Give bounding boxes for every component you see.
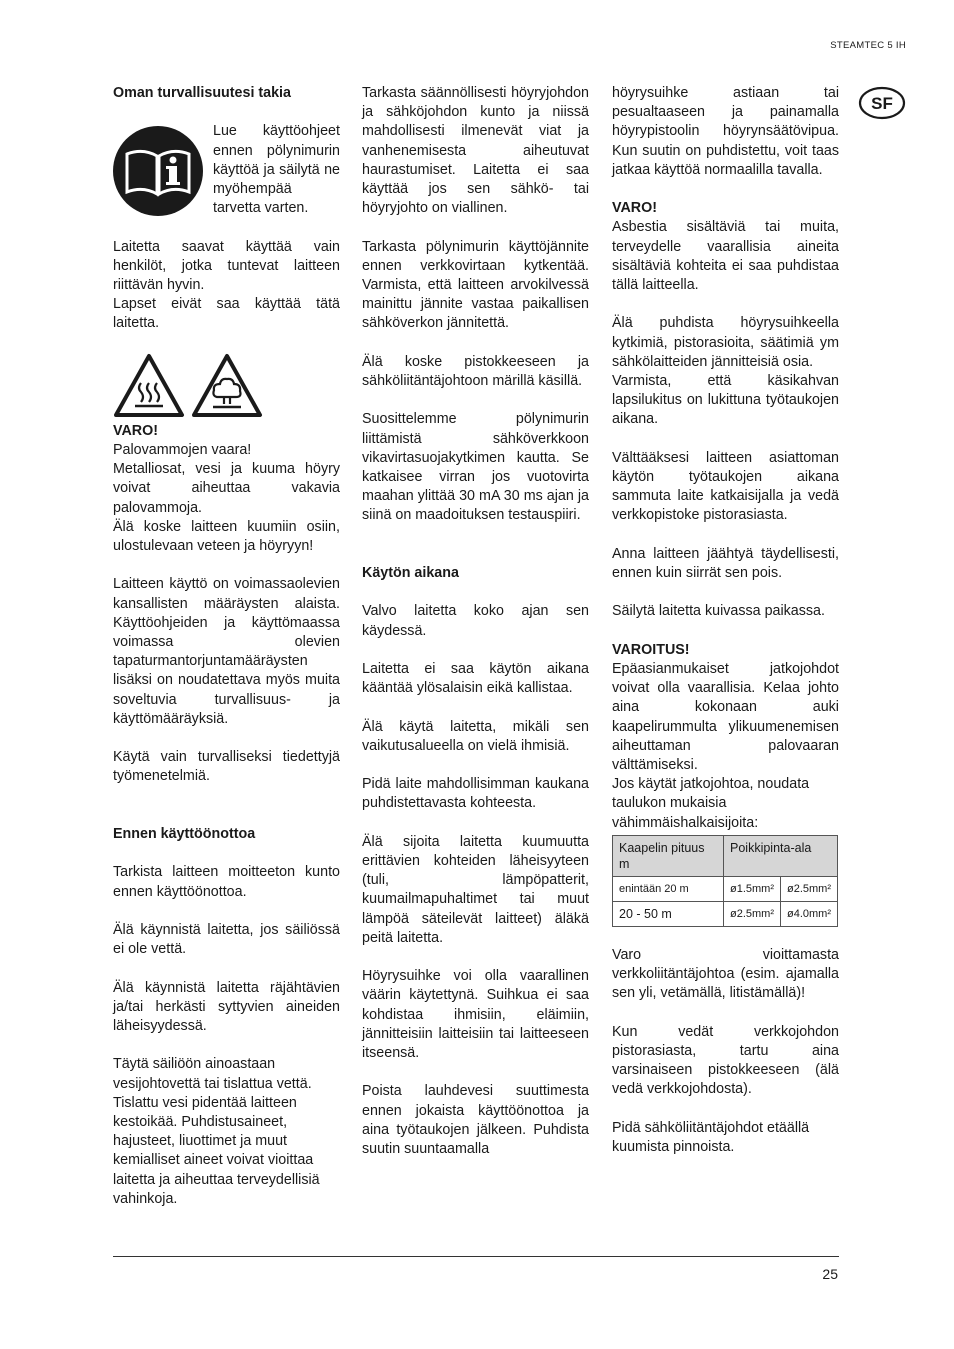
column-3 [612, 84, 839, 1176]
caution-touch: Älä koske laitteen kuumiin osiin, ulostulevaan veteen ja höyryyn! [113, 518, 340, 555]
warning-min-diameters: Jos käytät jatkojohtoa, noudata taulukon mukaisia vähimmäishalkaisijoita: [612, 776, 810, 831]
table-cell-b: ø2.5mm² [781, 876, 838, 901]
hazard-icons [113, 353, 340, 418]
paragraph-supervise: Valvo laitetta koko ajan sen käydessä. [362, 603, 589, 639]
column-2 [362, 84, 589, 1178]
caution-label-2: VARO! [612, 200, 658, 217]
paragraph-read-manual: Lue käyttöohjeet ennen pölynimurin käyttöä ja säilytä ne myöhempää tarvetta varten. [213, 123, 340, 217]
paragraph-condensate-continued: höyrysuihke astiaan tai pesualtaaseen ja painamalla höyrypistoolin höyrynsäätövipua. Kun suutin on puhdistettu, voit taas jatkaa käyttöä normaalilla tavalla. [612, 85, 839, 178]
paragraph-no-water: Älä käynnistä laitetta, jos säiliössä ei ole vettä. [113, 921, 340, 958]
table-cell-length: 20 - 50 m [613, 901, 724, 926]
country-badge-label: SF [871, 94, 893, 113]
warning-extension-cords: Epäasianmukaiset jatkojohdot voivat olla vaarallisia. Kelaa johto aina kokonaan auki kaapelirummulta ylikuumenemisen aiheuttaman palovaaran välttämiseksi. [612, 661, 839, 774]
caution-label: VARO! [113, 422, 159, 439]
table-row [613, 901, 838, 926]
country-badge-icon [858, 86, 906, 120]
paragraph-cord-damage: Varo vioittamasta verkkoliitäntäjohtoa (esim. ajamalla sen yli, vetämällä, litistämällä)! [612, 947, 839, 1002]
paragraph-breaks: Välttääksesi laitteen asiattoman käytön työtaukojen aikana sammuta laite katkaisijalla ja vedä verkkopistoke pistorasiasta. [612, 449, 839, 524]
table-header-section: Poikkipinta-ala [724, 835, 838, 876]
paragraph-unplug: Kun vedät verkkojohdon pistorasiasta, tartu aina varsinaiseen pistokkeeseen (älä vedä verkkojohdosta). [612, 1023, 839, 1098]
caution-metal: Metalliosat, vesi ja kuuma höyry voivat aiheuttaa vakavia palovammoja. [113, 461, 340, 516]
section-heading-before-use: Ennen käyttöönottoa [113, 826, 256, 842]
product-header: STEAMTEC 5 IH [830, 40, 906, 51]
read-manual-icon [113, 126, 203, 216]
paragraph-hot-surfaces: Pidä sähköliitäntäjohdot etäällä kuumista pinnoista. [612, 1119, 810, 1156]
table-header-row [613, 835, 838, 876]
paragraph-children: Lapset eivät saa käyttää tätä laitetta. [113, 296, 340, 332]
table-cell-a: ø2.5mm² [724, 901, 781, 926]
paragraph-misuse: Höyrysuihke voi olla vaarallinen väärin käytettynä. Suihkua ei saa kohdistaa ihmisiin, eläimiin, jännitteisiin laitteisiin tai laitteeseen itseensä. [362, 968, 589, 1061]
paragraph-explosive: Älä käynnistä laitetta räjähtävien ja/tai herkästi syttyvien aineiden läheisyydessä. [113, 979, 340, 1034]
paragraph-rcd: Suosittelemme pölynimurin liittämistä sähköverkkoon vikavirtasuojakytkimen kautta. Se katkaisee virran jos vuotovirta maahan ylittää 30 mA 30 ms ajan ja siinä on maadoituksen testauspiiri. [362, 411, 589, 524]
table-cell-b: ø4.0mm² [781, 901, 838, 926]
paragraph-switches: Älä puhdista höyrysuihkeella kytkimiä, pistorasioita, säätimiä ym sähkölaitteiden jännitteisiä osia. [612, 315, 839, 370]
paragraph-fill-water: Täytä säiliöön ainoastaan vesijohtovettä tai tislattua vettä. Tislattu vesi pidentää laitteen kestoikää. Puhdistusaineet, hajusteet, liuottimet ja muut kemialliset aineet voivat vioittaa laitetta ja aiheuttaa terveydellisiä vahinkoja. [113, 1056, 320, 1207]
hot-steam-warning-icon [191, 353, 263, 418]
caution-burn: Palovammojen vaara! [113, 442, 252, 458]
warning-label: VAROITUS! [612, 641, 690, 658]
table-cell-a: ø1.5mm² [724, 876, 781, 901]
paragraph-dry-storage: Säilytä laitetta kuivassa paikassa. [612, 603, 825, 620]
footer-rule [113, 1256, 839, 1257]
paragraph-heat-sources: Älä sijoita laitetta kuumuutta erittävien kohteiden läheisyyteen (tuli, lämpöpatterit, kuumailmapuhaltimet tai muut lämpöä säteilevät laitteet) äläkä peitä laitetta. [362, 833, 589, 946]
table-row [613, 876, 838, 901]
paragraph-cords: Tarkasta säännöllisesti höyryjohdon ja sähköjohdon kunto ja niissä mahdollisesti ilmenevät viat ja vanhenemisesta aiheutuvat haurastumiset. Laitetta ei saa käyttää jos sen sähkö- tai höyryjohto on viallinen. [362, 85, 589, 217]
section-heading-during-use: Käytön aikana [362, 565, 459, 581]
paragraph-people: Älä käytä laitetta, mikäli sen vaikutusalueella on vielä ihmisiä. [362, 718, 589, 754]
paragraph-distance: Pidä laite mahdollisimman kaukana puhdistettavasta kohteesta. [362, 776, 589, 812]
paragraph-wet-hands: Älä koske pistokkeeseen ja sähköliitäntäjohtoon märillä käsillä. [362, 353, 589, 390]
paragraph-condensate: Poista lauhdevesi suuttimesta ennen jokaista käyttöönottoa ja aina työtaukojen jälkeen. Puhdista suutin suuntaamalla [362, 1083, 589, 1157]
paragraph-tilt: Laitetta ei saa käytön aikana kääntää ylösalaisin eikä kallistaa. [362, 660, 589, 697]
paragraph-voltage: Tarkasta pölynimurin käyttöjännite ennen verkkovirtaan kytkentää. Varmista, että laitteen arvokilvessä mainittu jännite vastaa paikallisen sähköverkon jännitettä. [362, 238, 589, 332]
column-1 [113, 84, 340, 1228]
paragraph-persons: Laitetta saavat käyttää vain henkilöt, jotka tuntevat laitteen riittävän hyvin. [113, 238, 340, 293]
table-cell-length: enintään 20 m [613, 876, 724, 901]
cable-table [612, 835, 838, 927]
table-header-length: Kaapelin pituus m [613, 835, 724, 876]
paragraph-child-lock: Varmista, että käsikahvan lapsilukitus on lukittuna työtaukojen aikana. [612, 373, 839, 428]
page-number: 25 [822, 1266, 838, 1282]
paragraph-check: Tarkista laitteen moitteeton kunto ennen käyttöönottoa. [113, 864, 340, 900]
caution-asbestos: Asbestia sisältäviä tai muita, terveydelle vaarallisia aineita sisältäviä kohteita ei saa puhdistaa tällä laitteella. [612, 219, 839, 294]
paragraph-cool-down: Anna laitteen jäähtyä täydellisesti, ennen kuin siirrät sen pois. [612, 545, 839, 582]
section-heading-safety: Oman turvallisuutesi takia [113, 85, 291, 101]
hot-surface-warning-icon [113, 353, 185, 418]
paragraph-methods: Käytä vain turvalliseksi tiedettyjä työmenetelmiä. [113, 749, 340, 785]
paragraph-regulations: Laitteen käyttö on voimassaolevien kansallisten määräysten alaista. Käyttöohjeiden ja käyttömaassa voimassa olevien tapaturmantorjuntamääräysten lisäksi on noudatettava myös muita soveltuvia turvallisuus- ja käyttömääräyksiä. [113, 576, 340, 727]
